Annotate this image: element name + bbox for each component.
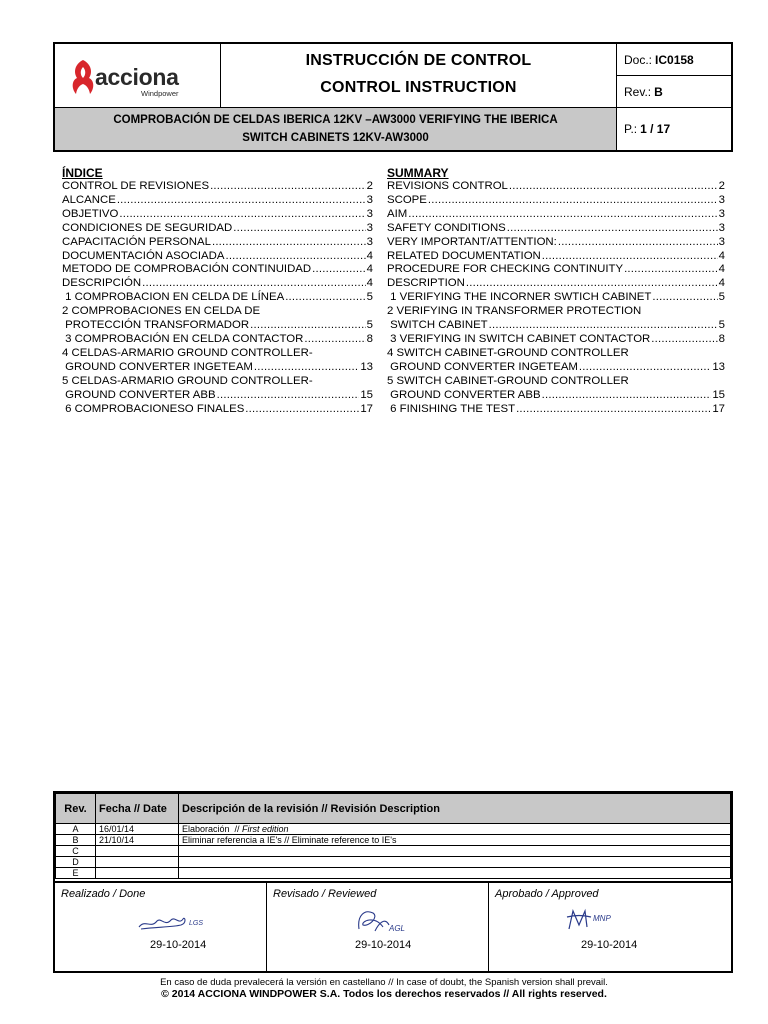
toc-item-page: 4 bbox=[366, 277, 373, 290]
toc-item-page: 4 bbox=[718, 263, 725, 276]
revision-row bbox=[56, 868, 731, 879]
subject-line-1: COMPROBACIÓN DE CELDAS IBERICA 12KV –AW3000 VERIFYING THE IBERICA bbox=[113, 114, 558, 126]
page-value: 1 / 17 bbox=[640, 122, 671, 136]
revision-row bbox=[56, 846, 731, 857]
toc-leader-dots bbox=[250, 319, 366, 333]
toc-leader-dots bbox=[516, 403, 711, 417]
toc-item-title: VERY IMPORTANT/ATTENTION: bbox=[387, 235, 557, 248]
reviewed-date: 29-10-2014 bbox=[355, 939, 412, 951]
toc-item-title: ALCANCE bbox=[62, 193, 116, 206]
toc-item[interactable] bbox=[387, 333, 725, 347]
toc-item-title: OBJETIVO bbox=[62, 207, 119, 220]
toc-item[interactable] bbox=[62, 236, 373, 250]
approved-date: 29-10-2014 bbox=[581, 939, 638, 951]
col-rev: Rev. bbox=[56, 794, 96, 824]
toc-item[interactable] bbox=[62, 389, 373, 403]
toc-item-page: 2 bbox=[718, 180, 725, 192]
toc-item-title: GROUND CONVERTER INGETEAM bbox=[387, 360, 578, 373]
revision-row bbox=[56, 824, 731, 835]
toc-item-page: 3 bbox=[366, 221, 373, 234]
toc-item[interactable] bbox=[387, 222, 725, 236]
toc-item[interactable] bbox=[387, 361, 725, 375]
toc-item-title: DESCRIPCIÓN bbox=[62, 277, 142, 290]
revision-date: 21/10/14 bbox=[96, 835, 179, 846]
approved-initials: MNP bbox=[593, 914, 611, 923]
toc-item[interactable] bbox=[62, 403, 373, 417]
revision-number bbox=[617, 76, 731, 108]
toc-item-title: DESCRIPTION bbox=[387, 277, 465, 290]
footer-disclaimer: En caso de duda prevalecerá la versión en castellano // In case of doubt, the Spanish version shall prevail. bbox=[160, 977, 608, 988]
toc-leader-dots bbox=[509, 180, 718, 194]
page-label: P.: bbox=[624, 122, 638, 136]
rev-label: Rev.: bbox=[624, 84, 652, 99]
toc-item[interactable] bbox=[62, 333, 373, 347]
toc-item-continuation: 2 COMPROBACIONES EN CELDA DE bbox=[62, 305, 261, 318]
toc-item[interactable] bbox=[62, 319, 373, 333]
signature-block bbox=[53, 881, 733, 973]
signature-done bbox=[55, 881, 267, 971]
revision-letter: C bbox=[56, 846, 96, 857]
acciona-logo-icon bbox=[69, 58, 97, 96]
revision-date bbox=[96, 868, 179, 879]
toc-item-page: 3 bbox=[718, 221, 725, 234]
revision-table bbox=[53, 791, 733, 883]
toc-leader-dots bbox=[285, 291, 365, 305]
toc-item[interactable] bbox=[62, 291, 373, 305]
index-heading: ÍNDICE bbox=[62, 166, 103, 180]
toc-item-title: CONDICIONES DE SEGURIDAD bbox=[62, 221, 233, 234]
toc-item-title: REVISIONS CONTROL bbox=[387, 180, 508, 192]
revision-letter: B bbox=[56, 835, 96, 846]
subject-line-2: SWITCH CABINETS 12KV-AW3000 bbox=[242, 132, 429, 144]
toc-item[interactable] bbox=[62, 222, 373, 236]
title-spanish: INSTRUCCIÓN DE CONTROL bbox=[305, 52, 532, 69]
toc-item[interactable] bbox=[387, 194, 725, 208]
subject-cell bbox=[55, 108, 617, 150]
toc-item-title: METODO DE COMPROBACIÓN CONTINUIDAD bbox=[62, 263, 312, 276]
toc-item-title: GROUND CONVERTER ABB bbox=[62, 388, 216, 401]
logo-text: acciona bbox=[95, 64, 179, 90]
title-cell bbox=[221, 44, 617, 108]
toc-item-title: PROCEDURE FOR CHECKING CONTINUITY bbox=[387, 263, 624, 276]
toc-item-title: SAFETY CONDITIONS bbox=[387, 221, 506, 234]
toc-item-title: SWITCH CABINET bbox=[387, 319, 488, 332]
toc-item-title: 6 FINISHING THE TEST bbox=[387, 402, 516, 415]
toc-item[interactable] bbox=[62, 194, 373, 208]
index-spanish bbox=[62, 166, 373, 416]
toc-item-page: 17 bbox=[360, 402, 373, 415]
toc-leader-dots bbox=[210, 180, 366, 194]
toc-item[interactable] bbox=[387, 403, 725, 417]
doc-value: IC0158 bbox=[655, 52, 694, 67]
revision-description bbox=[179, 835, 731, 846]
toc-item-title: CONTROL DE REVISIONES bbox=[62, 180, 210, 192]
signature-approved bbox=[489, 881, 731, 971]
toc-leader-dots bbox=[624, 263, 718, 277]
revision-description bbox=[179, 824, 731, 835]
rev-value: B bbox=[654, 84, 663, 99]
toc-item-page: 5 bbox=[718, 291, 725, 304]
revision-letter: E bbox=[56, 868, 96, 879]
doc-label: Doc.: bbox=[624, 52, 653, 67]
col-date: Fecha // Date bbox=[96, 794, 179, 824]
toc-leader-dots bbox=[245, 403, 359, 417]
toc-item[interactable] bbox=[387, 277, 725, 291]
toc-leader-dots bbox=[254, 361, 359, 375]
revision-description-es: Elaboración // bbox=[182, 824, 243, 834]
toc-item-continuation: 2 VERIFYING IN TRANSFORMER PROTECTION bbox=[387, 305, 642, 318]
toc-leader-dots bbox=[117, 194, 366, 208]
revision-header-row bbox=[56, 794, 731, 824]
toc-item[interactable] bbox=[62, 361, 373, 375]
toc-item-page: 17 bbox=[712, 402, 725, 415]
toc-item-page: 13 bbox=[360, 360, 373, 373]
toc-item-page: 4 bbox=[366, 249, 373, 262]
toc-item-page: 8 bbox=[366, 332, 373, 345]
toc-leader-dots bbox=[651, 333, 717, 347]
done-initials: LGS bbox=[189, 920, 204, 927]
toc-item-continuation: 4 CELDAS-ARMARIO GROUND CONTROLLER- bbox=[62, 346, 313, 359]
toc-item-page: 3 bbox=[718, 235, 725, 248]
toc-item-title: GROUND CONVERTER ABB bbox=[387, 388, 541, 401]
document-header bbox=[53, 42, 733, 152]
col-description: Descripción de la revisión // Revisión Description bbox=[179, 794, 731, 824]
toc-item-page: 3 bbox=[718, 193, 725, 206]
toc-item[interactable] bbox=[387, 389, 725, 403]
toc-item[interactable] bbox=[62, 263, 373, 277]
revision-description-en: First edition bbox=[242, 824, 289, 834]
page-number bbox=[617, 108, 731, 150]
toc-item-page: 4 bbox=[718, 249, 725, 262]
toc-leader-dots bbox=[408, 208, 717, 222]
toc-item-title: PROTECCIÓN TRANSFORMADOR bbox=[62, 319, 250, 332]
toc-leader-dots bbox=[212, 236, 366, 250]
doc-number bbox=[617, 44, 731, 76]
revision-date bbox=[96, 857, 179, 868]
toc-leader-dots bbox=[652, 291, 717, 305]
revision-date bbox=[96, 846, 179, 857]
signature-reviewed bbox=[267, 881, 489, 971]
toc-item-title: 3 VERIFYING IN SWITCH CABINET CONTACTOR bbox=[387, 332, 651, 345]
toc-item[interactable] bbox=[387, 208, 725, 222]
toc-leader-dots bbox=[217, 389, 360, 403]
toc-item-page: 13 bbox=[712, 360, 725, 373]
signature-done-mark bbox=[137, 911, 207, 933]
toc-item[interactable] bbox=[387, 236, 725, 250]
revision-row bbox=[56, 835, 731, 846]
toc-item-title: GROUND CONVERTER INGETEAM bbox=[62, 360, 253, 373]
reviewed-label: Revisado / Reviewed bbox=[273, 888, 377, 900]
logo-subtitle: Windpower bbox=[141, 89, 179, 98]
done-label: Realizado / Done bbox=[61, 888, 146, 900]
toc-item-title: DOCUMENTACIÓN ASOCIADA bbox=[62, 249, 225, 262]
toc-leader-dots bbox=[142, 277, 366, 291]
toc-leader-dots bbox=[233, 222, 365, 236]
revision-description-es: Eliminar referencia a IE's // Eliminate reference to IE's bbox=[182, 835, 397, 845]
toc-item-page: 4 bbox=[366, 263, 373, 276]
footer-copyright: © 2014 ACCIONA WINDPOWER S.A. Todos los derechos reservados // All rights reserved. bbox=[161, 988, 607, 1000]
toc-item-continuation: 4 SWITCH CABINET-GROUND CONTROLLER bbox=[387, 346, 629, 359]
toc-item[interactable] bbox=[62, 277, 373, 291]
toc-item-continuation: 5 CELDAS-ARMARIO GROUND CONTROLLER- bbox=[62, 374, 313, 387]
toc-leader-dots bbox=[579, 361, 711, 375]
toc-item[interactable] bbox=[387, 319, 725, 333]
toc-leader-dots bbox=[466, 277, 718, 291]
toc-item-page: 8 bbox=[718, 332, 725, 345]
toc-item-title: 1 VERIFYING THE INCORNER SWTICH CABINET bbox=[387, 291, 652, 304]
signature-reviewed-mark bbox=[349, 905, 419, 935]
toc-item-title: CAPACITACIÓN PERSONAL bbox=[62, 235, 211, 248]
toc-item-continuation: 5 SWITCH CABINET-GROUND CONTROLLER bbox=[387, 374, 629, 387]
toc-item-page: 3 bbox=[366, 193, 373, 206]
toc-leader-dots bbox=[225, 250, 365, 264]
toc-item[interactable] bbox=[387, 180, 725, 194]
toc-leader-dots bbox=[542, 250, 718, 264]
approved-label: Aprobado / Approved bbox=[495, 888, 599, 900]
toc-item-title: 6 COMPROBACIONESO FINALES bbox=[62, 402, 245, 415]
revision-description bbox=[179, 868, 731, 879]
revision-row bbox=[56, 857, 731, 868]
toc-item-title: RELATED DOCUMENTATION bbox=[387, 249, 541, 262]
revision-description bbox=[179, 857, 731, 868]
toc-leader-dots bbox=[558, 236, 718, 250]
toc-item[interactable] bbox=[62, 180, 373, 194]
toc-item-page: 5 bbox=[366, 291, 373, 304]
toc-item-page: 4 bbox=[718, 277, 725, 290]
revision-letter: D bbox=[56, 857, 96, 868]
toc-item-page: 2 bbox=[366, 180, 373, 192]
toc-leader-dots bbox=[312, 263, 366, 277]
toc-item-page: 15 bbox=[360, 388, 373, 401]
toc-item-title: SCOPE bbox=[387, 193, 427, 206]
toc-leader-dots bbox=[428, 194, 718, 208]
toc-leader-dots bbox=[507, 222, 718, 236]
toc-item-title: AIM bbox=[387, 207, 408, 220]
reviewed-initials: AGL bbox=[389, 924, 406, 933]
revision-date: 16/01/14 bbox=[96, 824, 179, 835]
summary-english bbox=[387, 166, 725, 416]
revision-description bbox=[179, 846, 731, 857]
toc-item[interactable] bbox=[387, 263, 725, 277]
toc-item[interactable] bbox=[62, 250, 373, 264]
toc-leader-dots bbox=[119, 208, 365, 222]
toc-item-page: 3 bbox=[366, 235, 373, 248]
toc-leader-dots bbox=[542, 389, 712, 403]
toc-item-page: 15 bbox=[712, 388, 725, 401]
toc-item-page: 5 bbox=[718, 319, 725, 332]
toc-item-page: 3 bbox=[718, 207, 725, 220]
toc-item[interactable] bbox=[387, 250, 725, 264]
done-date: 29-10-2014 bbox=[150, 939, 207, 951]
toc-item-page: 3 bbox=[366, 207, 373, 220]
toc-item-title: 3 COMPROBACIÓN EN CELDA CONTACTOR bbox=[62, 332, 304, 345]
toc-item-title: 1 COMPROBACION EN CELDA DE LÍNEA bbox=[62, 291, 285, 304]
signature-approved-mark bbox=[563, 907, 633, 935]
revision-letter: A bbox=[56, 824, 96, 835]
title-english: CONTROL INSTRUCTION bbox=[320, 79, 517, 96]
logo-cell bbox=[55, 44, 221, 108]
toc-leader-dots bbox=[304, 333, 365, 347]
toc-item[interactable] bbox=[62, 208, 373, 222]
toc-item[interactable] bbox=[387, 291, 725, 305]
summary-heading: SUMMARY bbox=[387, 166, 449, 180]
toc-leader-dots bbox=[489, 319, 718, 333]
toc-item-page: 5 bbox=[366, 319, 373, 332]
